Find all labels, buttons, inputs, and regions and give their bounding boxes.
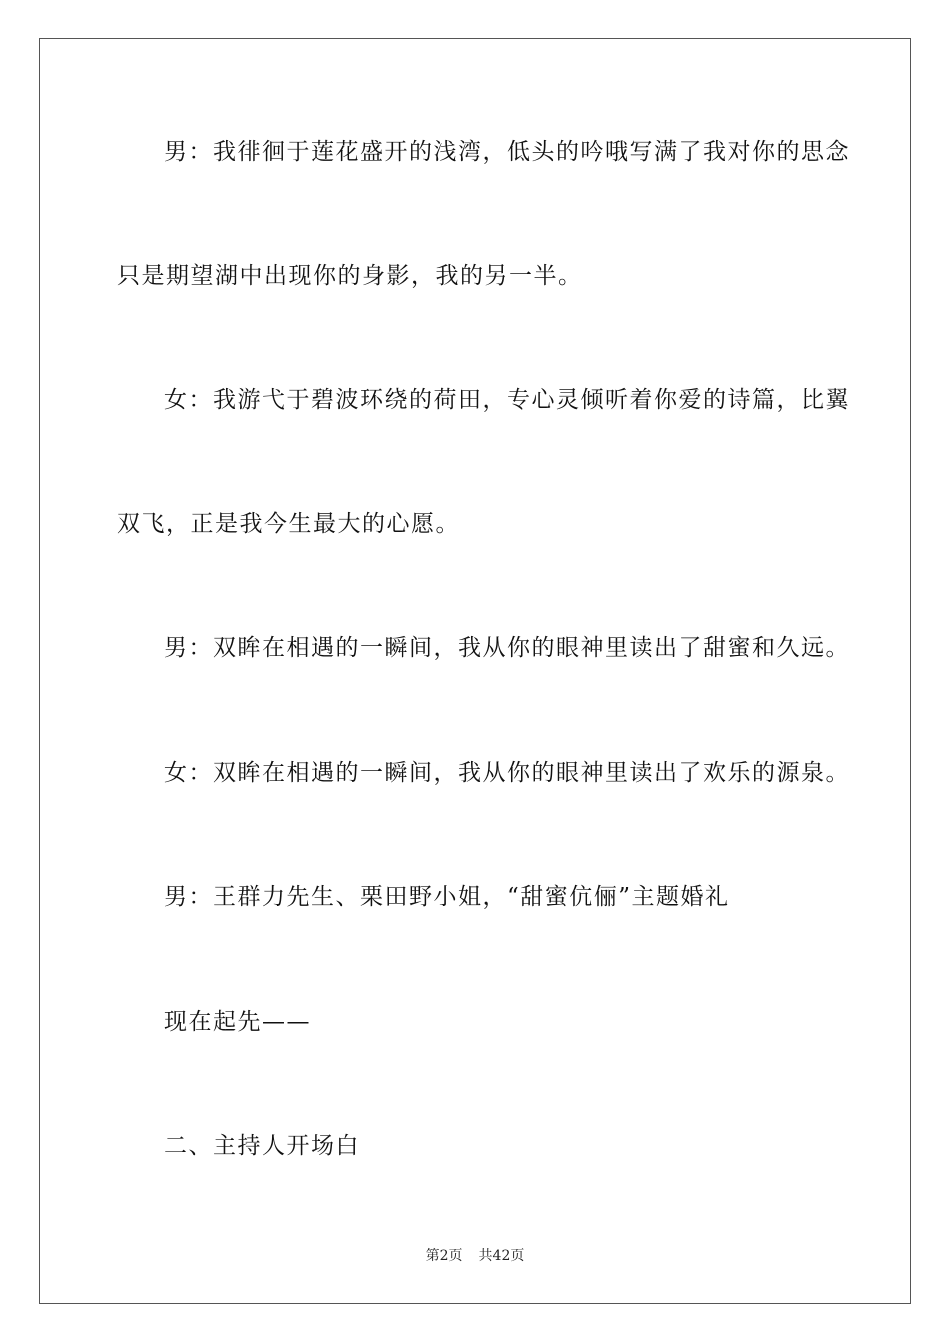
paragraph-line: 男：我徘徊于莲花盛开的浅湾，低头的吟哦写满了我对你的思念 bbox=[164, 139, 850, 165]
page-footer bbox=[0, 1247, 950, 1265]
paragraph-line: 现在起先—— bbox=[164, 1009, 311, 1035]
paragraph-line: 女：我游弋于碧波环绕的荷田，专心灵倾听着你爱的诗篇，比翼 bbox=[164, 387, 850, 413]
paragraph-line: 女：双眸在相遇的一瞬间，我从你的眼神里读出了欢乐的源泉。 bbox=[164, 760, 850, 786]
paragraph-line: 双飞，正是我今生最大的心愿。 bbox=[117, 511, 460, 537]
page-number: 第2页 bbox=[425, 1248, 463, 1264]
paragraph-line: 男：双眸在相遇的一瞬间，我从你的眼神里读出了甜蜜和久远。 bbox=[164, 635, 850, 661]
section-heading: 二、主持人开场白 bbox=[164, 1133, 360, 1159]
page-frame bbox=[39, 38, 911, 1304]
page-total: 共42页 bbox=[478, 1248, 525, 1264]
paragraph-line: 男：王群力先生、栗田野小姐，“甜蜜伉俪”主题婚礼 bbox=[164, 884, 730, 910]
paragraph-line: 只是期望湖中出现你的身影，我的另一半。 bbox=[117, 263, 583, 289]
